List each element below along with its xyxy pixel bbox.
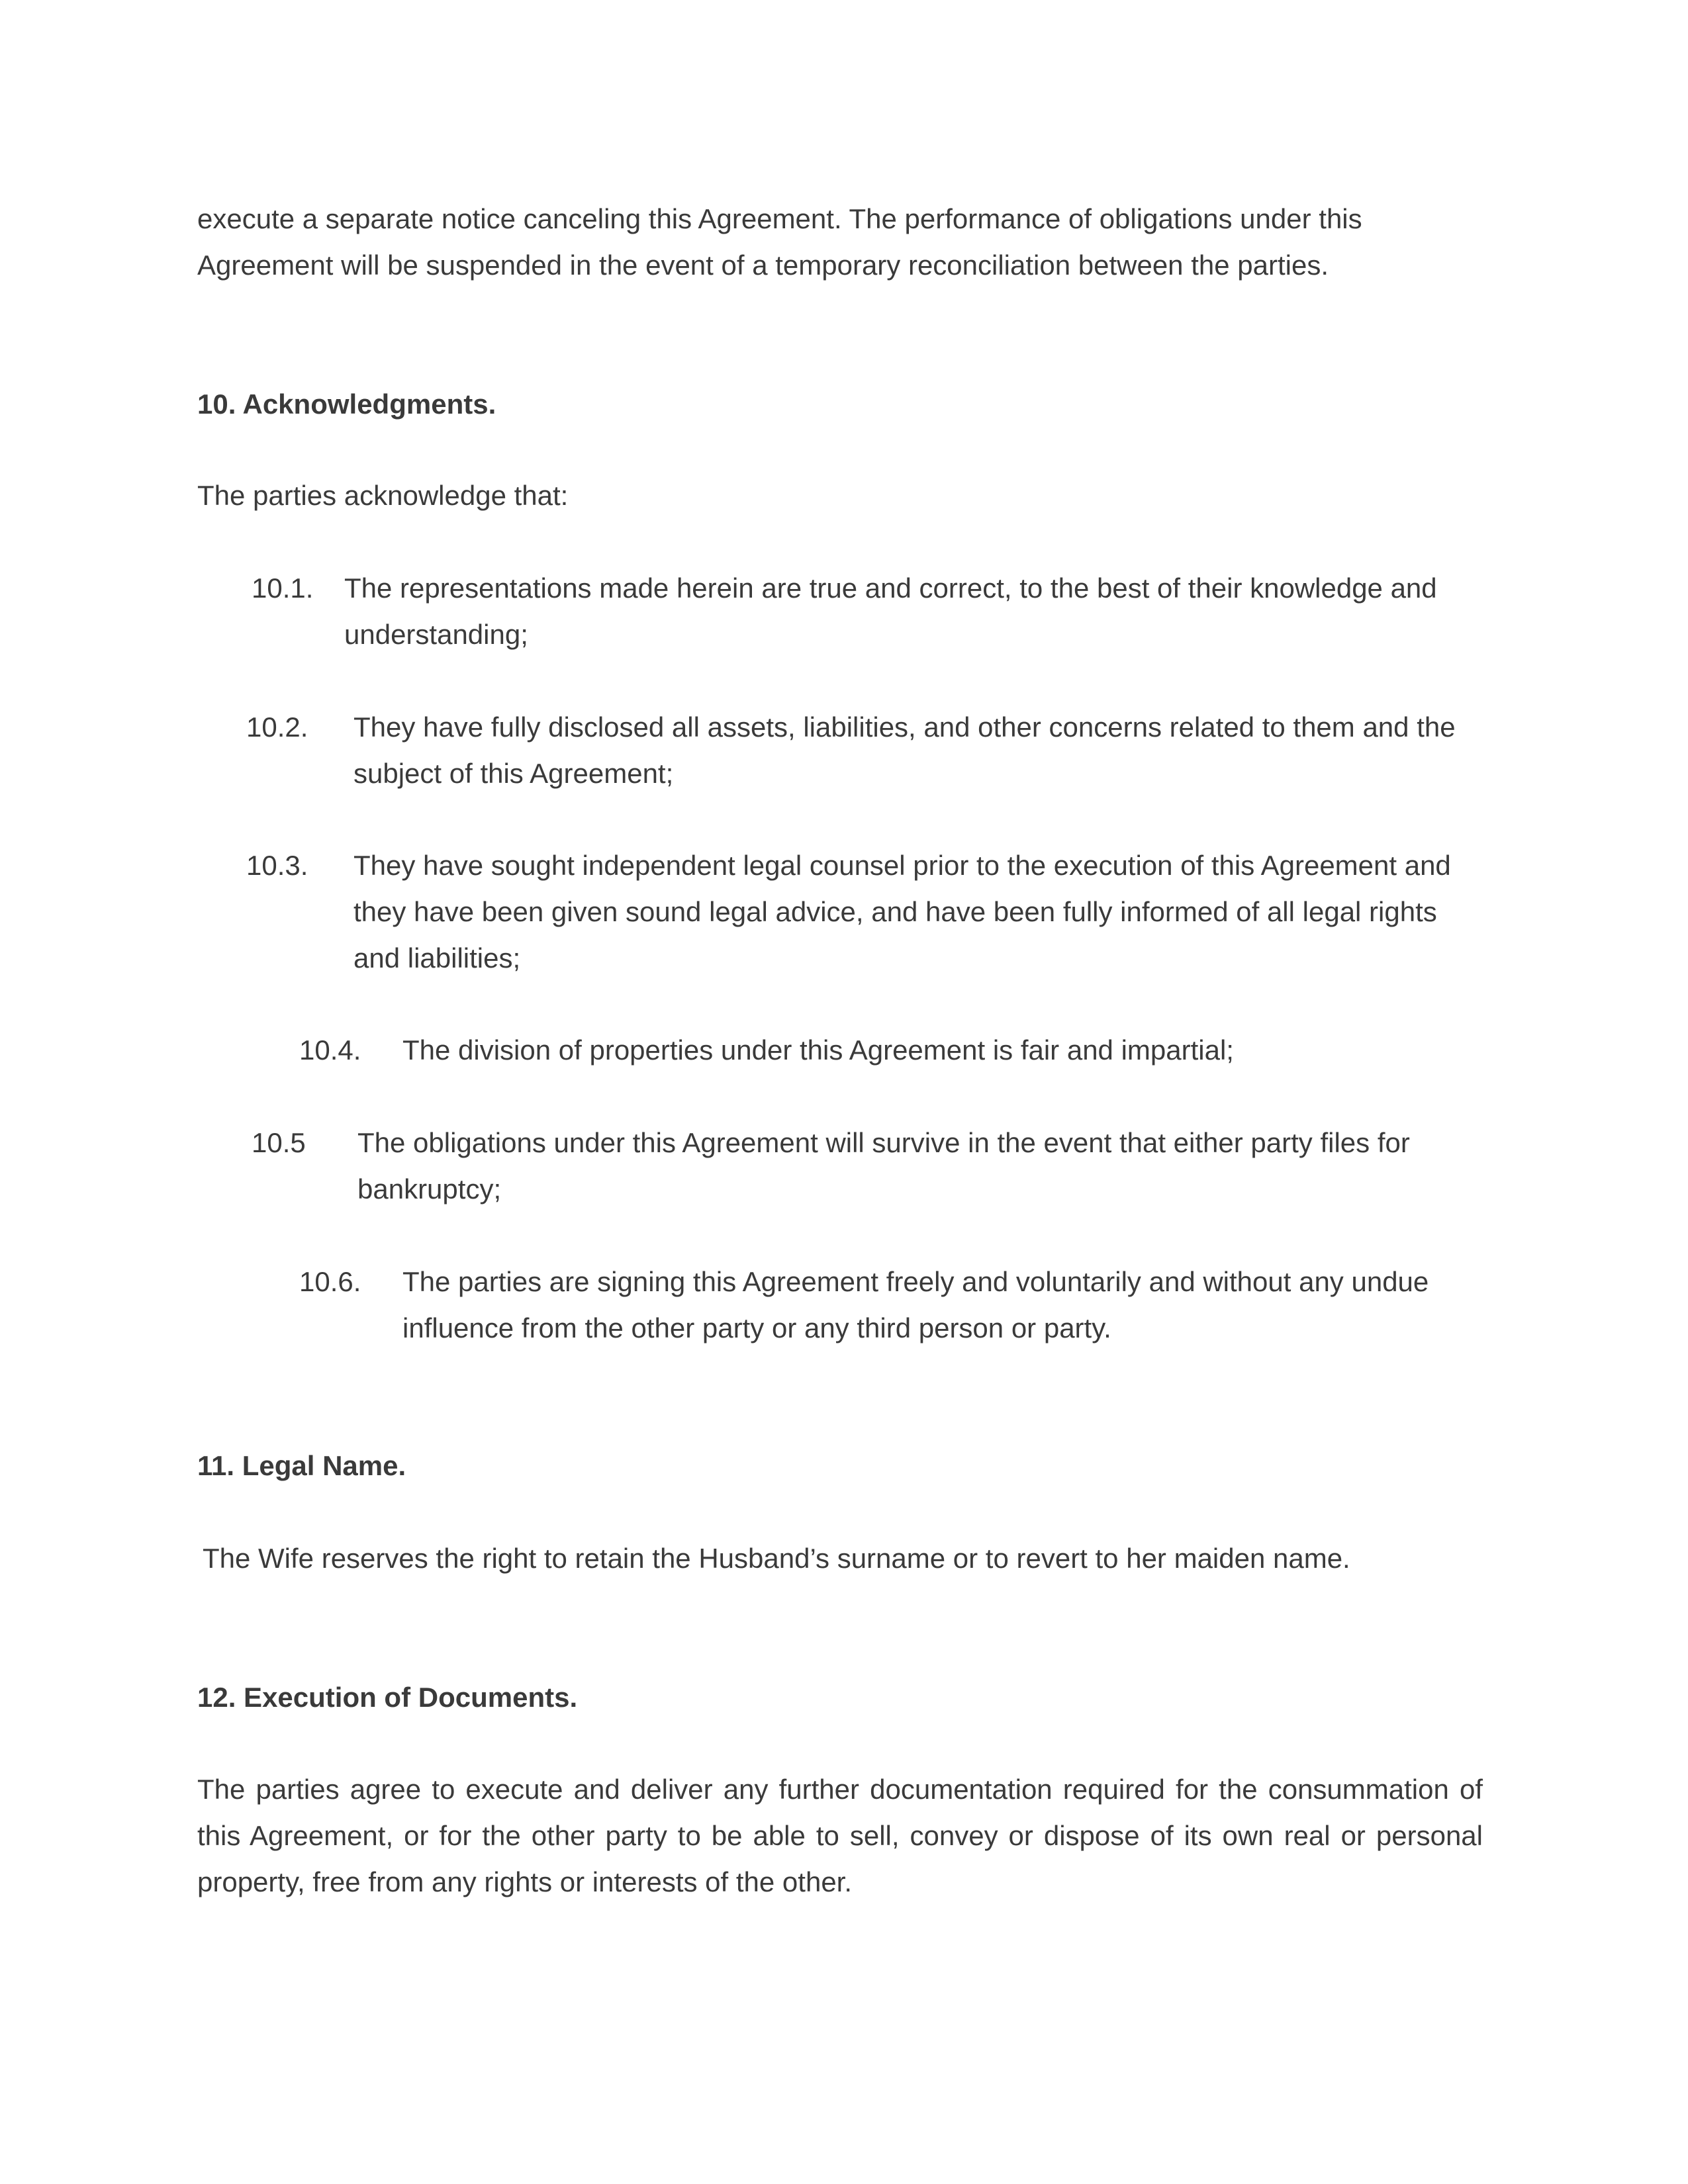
- item-10-3-text: They have sought independent legal counsel prior to the execution of this Agreement and they have been given sound legal advice, and have been fully informed of all legal rights and liabilities;: [353, 850, 1451, 974]
- item-10-5-number: 10.5: [252, 1127, 306, 1158]
- item-10-2-number: 10.2.: [246, 711, 308, 743]
- section-11-heading: 11. Legal Name.: [197, 1450, 406, 1481]
- item-10-1-text: The representations made herein are true and correct, to the best of their knowledge and understanding;: [344, 572, 1437, 650]
- item-10-1-number: 10.1.: [252, 572, 314, 604]
- item-10-6-text: The parties are signing this Agreement freely and voluntarily and without any undue influence from the other party or any third person or party.: [402, 1266, 1429, 1343]
- item-10-3-number: 10.3.: [246, 850, 308, 881]
- section-12-body: The parties agree to execute and deliver any further documentation required for the consummation of this Agreement, or for the other party to be able to sell, convey or dispose of its own real or personal property, free from any rights or interests of the other.: [197, 1774, 1483, 1897]
- continuation-paragraph: execute a separate notice canceling this Agreement. The performance of obligations under this Agreement will be suspended in the event of a temporary reconciliation between the parties.: [197, 203, 1362, 281]
- section-12-heading: 12. Execution of Documents.: [197, 1682, 578, 1713]
- section-11-body: The Wife reserves the right to retain the Husband’s surname or to revert to her maiden name.: [203, 1543, 1350, 1574]
- section-10-intro: The parties acknowledge that:: [197, 480, 569, 511]
- item-10-5-text: The obligations under this Agreement will survive in the event that either party files for bankruptcy;: [357, 1127, 1410, 1205]
- item-10-4-number: 10.4.: [299, 1034, 361, 1066]
- item-10-4-text: The division of properties under this Agreement is fair and impartial;: [402, 1034, 1234, 1066]
- section-10-heading: 10. Acknowledgments.: [197, 388, 496, 420]
- item-10-2-text: They have fully disclosed all assets, liabilities, and other concerns related to them and the subject of this Agreement;: [353, 711, 1456, 789]
- item-10-6-number: 10.6.: [299, 1266, 361, 1297]
